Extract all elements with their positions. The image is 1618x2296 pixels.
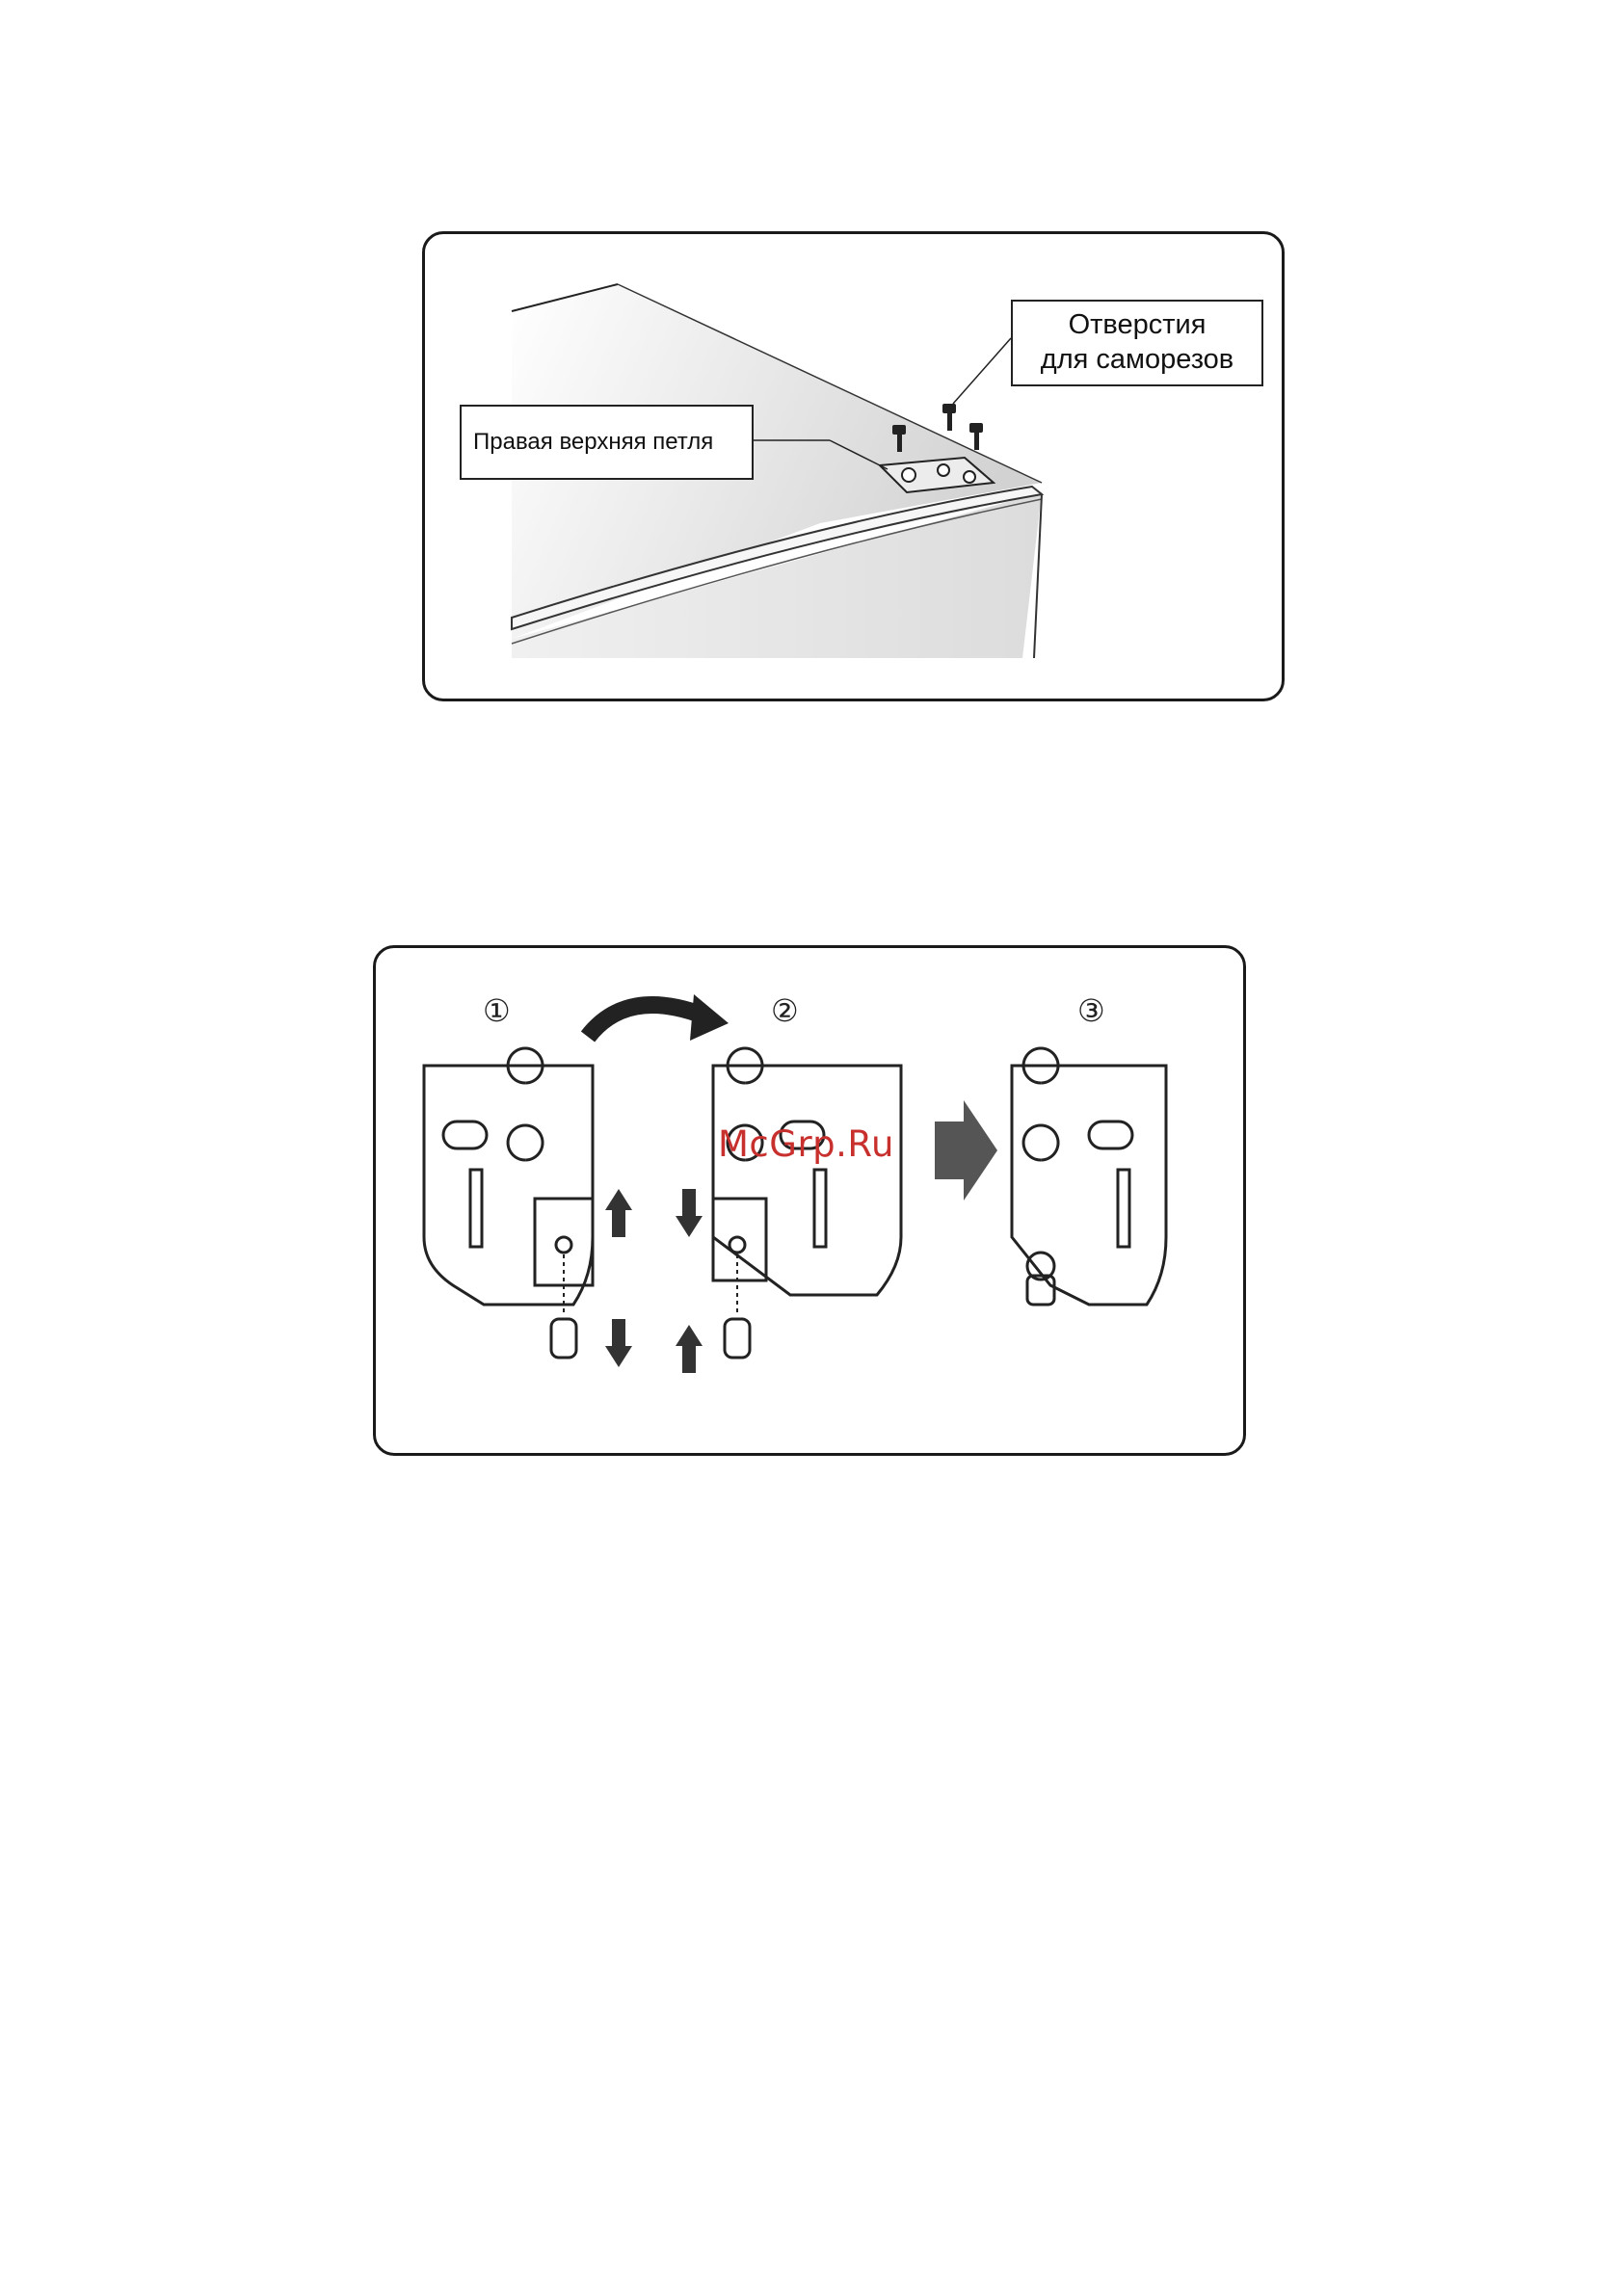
next-step-arrow-icon xyxy=(935,1100,997,1201)
step-1-number: ① xyxy=(483,992,511,1029)
figure-2-panel xyxy=(373,945,1246,1456)
figure-1-panel xyxy=(422,231,1285,701)
step-2-number: ② xyxy=(771,992,799,1029)
hinge-step-2 xyxy=(713,1048,901,1358)
right-upper-hinge-label: Правая верхняя петля xyxy=(460,405,754,480)
hinge-step-3 xyxy=(1012,1048,1166,1305)
screw-holes-label: Отверстия для саморезов xyxy=(1011,300,1263,386)
curved-arrow-icon xyxy=(588,1005,703,1037)
watermark: McGrp.Ru xyxy=(718,1123,894,1165)
step-3-number: ③ xyxy=(1077,992,1105,1029)
hinge-step-1 xyxy=(424,1048,593,1358)
